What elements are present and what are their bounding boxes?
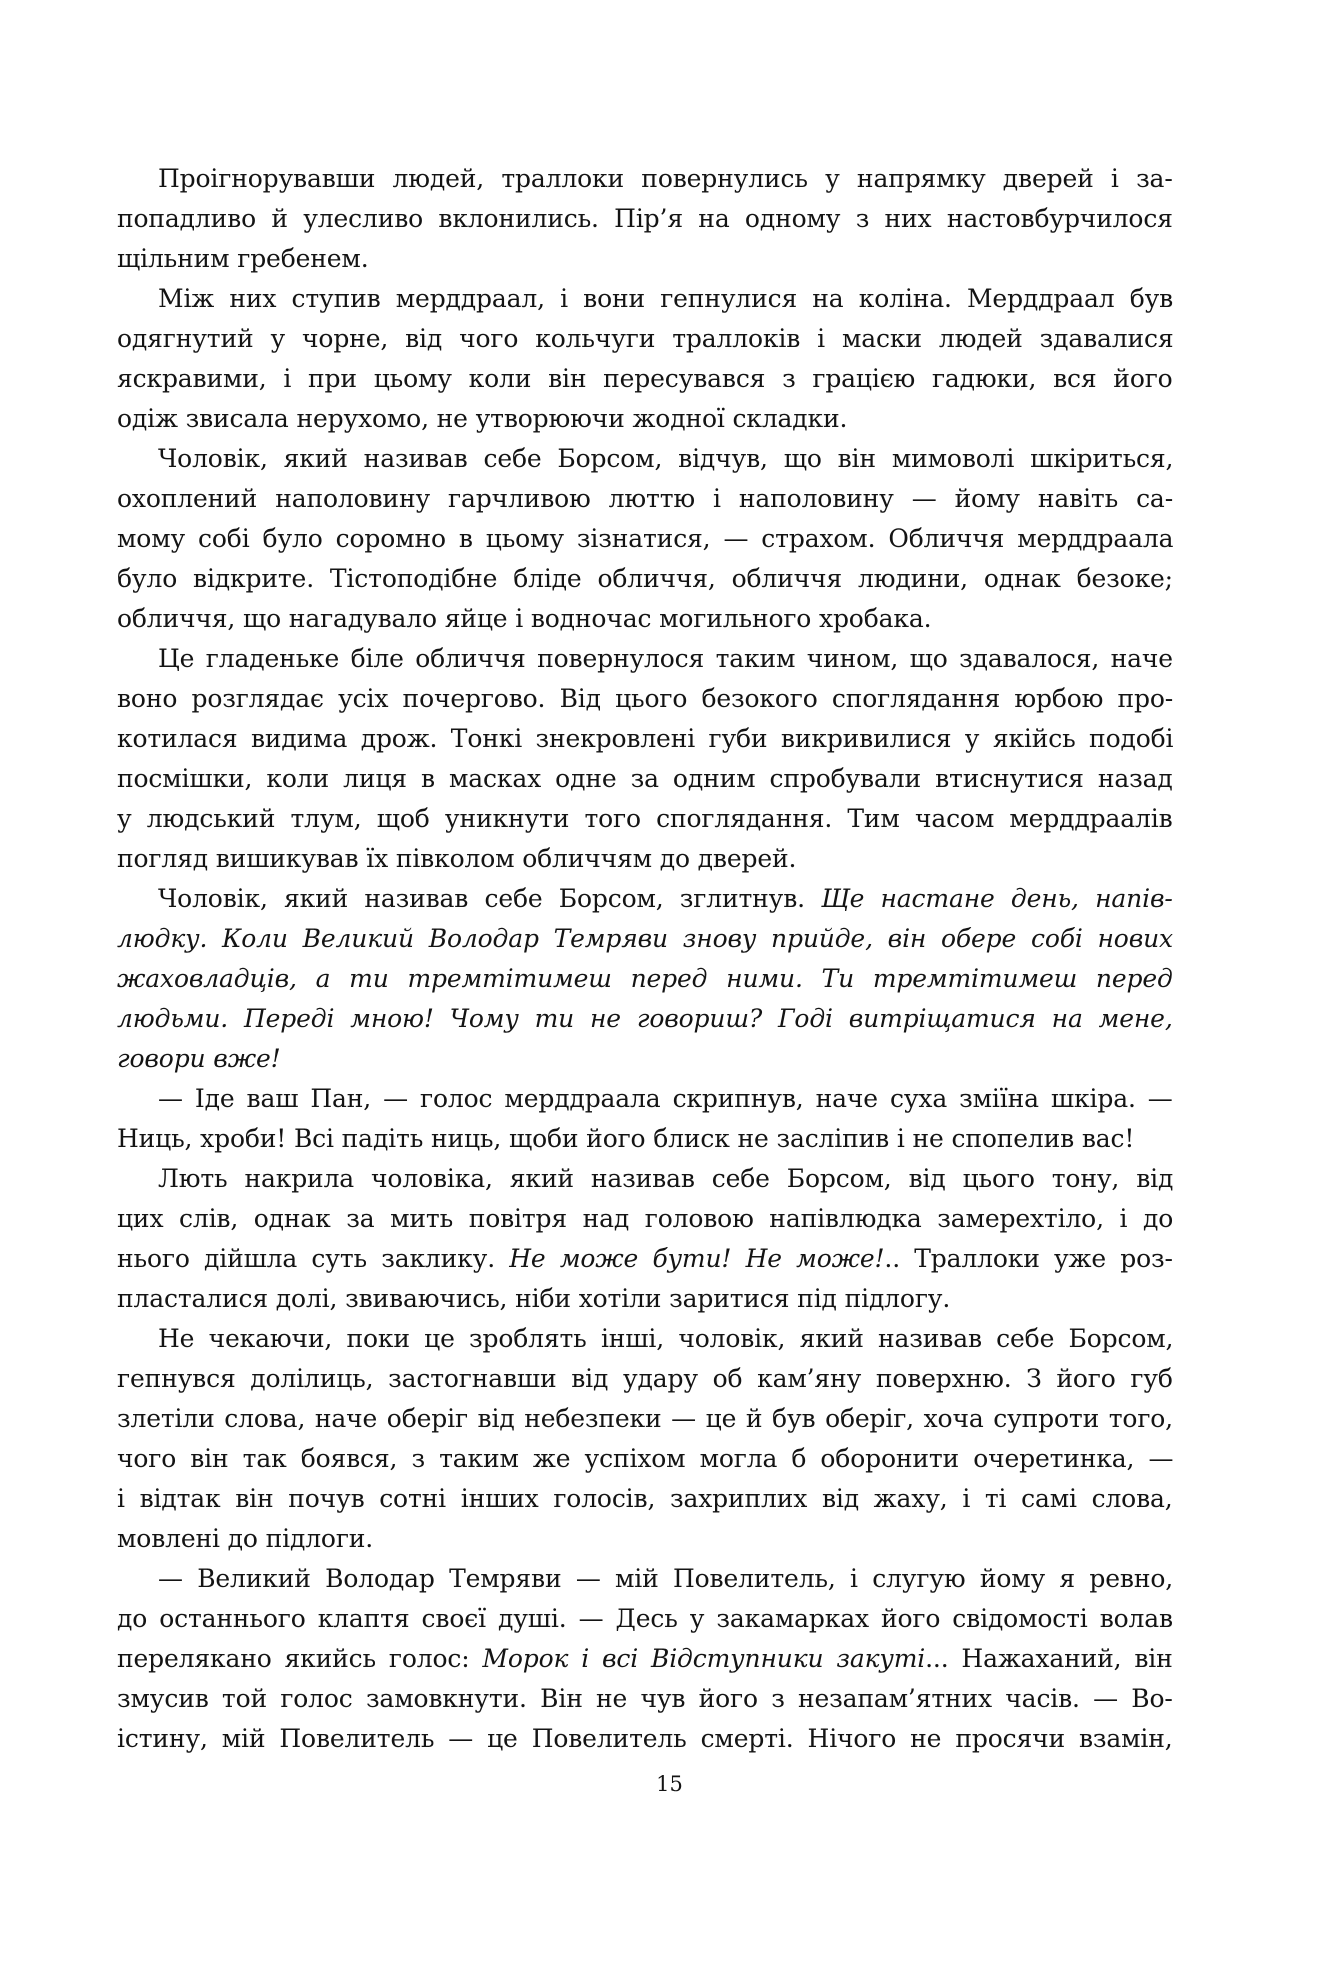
text-line-content (117, 1039, 1173, 1079)
text-line-content (117, 1519, 1173, 1559)
text-line (117, 519, 1173, 559)
text-segment: — Великий Володар Темряви — мій Повелитель, і слугую йому я ревно, (158, 1564, 1174, 1593)
text-segment: чого він так боявся, з таким же успіхом могла б оборонити очеретинка, — (117, 1444, 1174, 1473)
text-segment: пласталися долі, звиваючись, ніби хотіли заритися під підлогу. (117, 1284, 951, 1313)
text-line (117, 1439, 1173, 1479)
text-line (117, 479, 1173, 519)
text-line (117, 1199, 1173, 1239)
italic-text: Не може бути! Не може! (509, 1244, 885, 1273)
text-line-content (117, 199, 1173, 239)
text-line-content (117, 1719, 1173, 1759)
text-segment: Проігнорувавши людей, траллоки повернулись у напрямку дверей і за- (158, 164, 1173, 193)
paragraph (117, 1559, 1173, 1759)
text-segment: посмішки, коли лиця в масках одне за одним спробували втиснутися назад (117, 764, 1173, 793)
text-line-content (117, 519, 1173, 559)
text-line-content (117, 919, 1173, 959)
text-segment: Ниць, хроби! Всі падіть ниць, щоби його блиск не засліпив і не спопелив вас! (117, 1124, 1135, 1153)
text-segment: котилася видима дрож. Тонкі знекровлені губи викривилися у якійсь подобі (117, 724, 1174, 753)
italic-text: жаховладців, а ти тремтітимеш перед ними. Ти тремтітимеш перед (117, 964, 1173, 993)
text-line-content (117, 399, 1173, 439)
text-segment: обличчя, що нагадувало яйце і водночас могильного хробака. (117, 604, 932, 633)
text-line-content (117, 1599, 1173, 1639)
text-line-content (117, 1639, 1173, 1679)
text-line-content (158, 1559, 1173, 1599)
text-line-content (158, 879, 1173, 919)
paragraph (117, 879, 1173, 1079)
text-segment: — Іде ваш Пан, — голос мерддраала скрипнув, наче суха зміїна шкіра. — (158, 1084, 1173, 1113)
text-segment: до останнього клаптя своєї душі. — Десь у закамарках його свідомості волав (117, 1604, 1173, 1633)
text-line-content (117, 1479, 1173, 1519)
text-segment: охоплений наполовину гарчливою люттю і наполовину — йому навіть са- (117, 484, 1173, 513)
text-line (117, 919, 1173, 959)
text-segment: попадливо й улесливо вклонились. Пір’я на одному з них настовбурчилося (117, 204, 1173, 233)
text-line (117, 879, 1173, 919)
text-line (117, 159, 1173, 199)
text-segment: перелякано якийсь голос: (117, 1644, 483, 1673)
text-segment: Це гладеньке біле обличчя повернулося таким чином, що здавалося, наче (158, 644, 1173, 673)
text-segment: і відтак він почув сотні інших голосів, захриплих від жаху, і ті самі слова, (117, 1484, 1173, 1513)
text-line-content (158, 1079, 1173, 1119)
paragraph (117, 279, 1173, 439)
text-line (117, 199, 1173, 239)
text-segment: погляд вишикував їх півколом обличчям до дверей. (117, 844, 797, 873)
text-line (117, 239, 1173, 279)
text-segment: гепнувся долілиць, застогнавши від удару об кам’яну поверхню. З його губ (117, 1364, 1173, 1393)
text-segment: істину, мій Повелитель — це Повелитель смерті. Нічого не просячи взамін, (117, 1724, 1173, 1753)
text-line (117, 1399, 1173, 1439)
text-segment: одіж звисала нерухомо, не утворюючи жодної складки. (117, 404, 848, 433)
text-line-content (158, 1159, 1173, 1199)
text-line (117, 839, 1173, 879)
italic-text: говори вже! (117, 1044, 281, 1073)
text-line-content (117, 1359, 1173, 1399)
text-line (117, 1679, 1173, 1719)
text-segment: яскравими, і при цьому коли він пересувався з грацією гадюки, вся його (117, 364, 1173, 393)
text-segment: Не чекаючи, поки це зроблять інші, чоловік, який називав себе Борсом, (158, 1324, 1174, 1353)
text-line-content (117, 599, 1173, 639)
text-line (117, 759, 1173, 799)
italic-text: людьми. Переді мною! Чому ти не говориш? Годі витріщатися на мене, (117, 1004, 1173, 1033)
text-line (117, 1279, 1173, 1319)
text-segment: Чоловік, який називав себе Борсом, відчув, що він мимоволі шкіриться, (158, 444, 1174, 473)
text-segment: змусив той голос замовкнути. Він не чув його з незапам’ятних часів. — Во- (117, 1684, 1173, 1713)
text-line (117, 639, 1173, 679)
text-line (117, 1039, 1173, 1079)
text-line (117, 359, 1173, 399)
text-line-content (117, 1399, 1173, 1439)
text-line-content (117, 359, 1173, 399)
text-segment: мовлені до підлоги. (117, 1524, 374, 1553)
text-line (117, 1239, 1173, 1279)
text-line-content (117, 559, 1173, 599)
text-line (117, 1119, 1173, 1159)
paragraph (117, 1319, 1173, 1559)
text-segment: Лють накрила чоловіка, який називав себе Борсом, від цього тону, від (158, 1164, 1174, 1193)
text-line (117, 999, 1173, 1039)
text-line-content (158, 639, 1173, 679)
text-segment: щільним гребенем. (117, 244, 369, 273)
paragraph (117, 639, 1173, 879)
text-line (117, 1599, 1173, 1639)
text-line-content (158, 279, 1173, 319)
text-line-content (117, 839, 1173, 879)
text-line (117, 1639, 1173, 1679)
text-line-content (117, 959, 1173, 999)
body-text (117, 159, 1173, 1759)
paragraph (117, 159, 1173, 279)
page-number: 15 (656, 1772, 683, 1796)
text-line (117, 1719, 1173, 1759)
text-segment: Між них ступив мерддраал, і вони гепнулися на коліна. Мерддраал був (158, 284, 1174, 313)
text-line (117, 799, 1173, 839)
text-line-content (117, 1199, 1173, 1239)
italic-text: Ще настане день, напів- (821, 884, 1173, 913)
text-line (117, 279, 1173, 319)
text-line (117, 1319, 1173, 1359)
text-line-content (117, 239, 1173, 279)
text-line (117, 1159, 1173, 1199)
text-line (117, 1359, 1173, 1399)
text-line-content (117, 679, 1173, 719)
text-segment: .. Траллоки уже роз- (884, 1244, 1173, 1273)
text-segment: Чоловік, який називав себе Борсом, зглитнув. (158, 884, 822, 913)
text-segment: було відкрите. Тістоподібне бліде обличчя, обличчя людини, однак безоке; (117, 564, 1173, 593)
text-line-content (158, 1319, 1173, 1359)
text-line-content (117, 999, 1173, 1039)
text-line (117, 1079, 1173, 1119)
text-segment: у людський тлум, щоб уникнути того споглядання. Тим часом мерддраалів (117, 804, 1173, 833)
text-line-content (158, 439, 1173, 479)
text-line-content (158, 159, 1173, 199)
text-line (117, 559, 1173, 599)
text-line (117, 399, 1173, 439)
text-line (117, 1519, 1173, 1559)
paragraph (117, 439, 1173, 639)
text-line-content (117, 1679, 1173, 1719)
paragraph (117, 1079, 1173, 1159)
paragraph (117, 1159, 1173, 1319)
text-line (117, 439, 1173, 479)
text-line (117, 959, 1173, 999)
text-line (117, 319, 1173, 359)
text-line-content (117, 1439, 1173, 1479)
text-line (117, 1479, 1173, 1519)
text-segment: одягнутий у чорне, від чого кольчуги траллоків і маски людей здавалися (117, 324, 1174, 353)
text-line-content (117, 319, 1173, 359)
text-line-content (117, 719, 1173, 759)
text-segment: нього дійшла суть заклику. (117, 1244, 510, 1273)
text-segment: злетіли слова, наче оберіг від небезпеки — це й був оберіг, хоча супроти того, (117, 1404, 1173, 1433)
italic-text: Морок і всі Відступники закуті (482, 1644, 926, 1673)
text-line-content (117, 1239, 1173, 1279)
text-segment: мому собі було соромно в цьому зізнатися, — страхом. Обличчя мерддраала (117, 524, 1174, 553)
italic-text: людку. Коли Великий Володар Темряви знову прийде, він обере собі нових (117, 924, 1173, 953)
text-line-content (117, 799, 1173, 839)
text-line (117, 1559, 1173, 1599)
text-segment: цих слів, однак за мить повітря над головою напівлюдка замерехтіло, і до (117, 1204, 1174, 1233)
text-line (117, 599, 1173, 639)
text-line-content (117, 479, 1173, 519)
text-line-content (117, 759, 1173, 799)
text-segment: ... Нажаханий, він (925, 1644, 1173, 1673)
text-line-content (117, 1119, 1173, 1159)
text-segment: воно розглядає усіх почергово. Від цього безокого споглядання юрбою про- (117, 684, 1174, 713)
text-line-content (117, 1279, 1173, 1319)
text-line (117, 679, 1173, 719)
text-line (117, 719, 1173, 759)
